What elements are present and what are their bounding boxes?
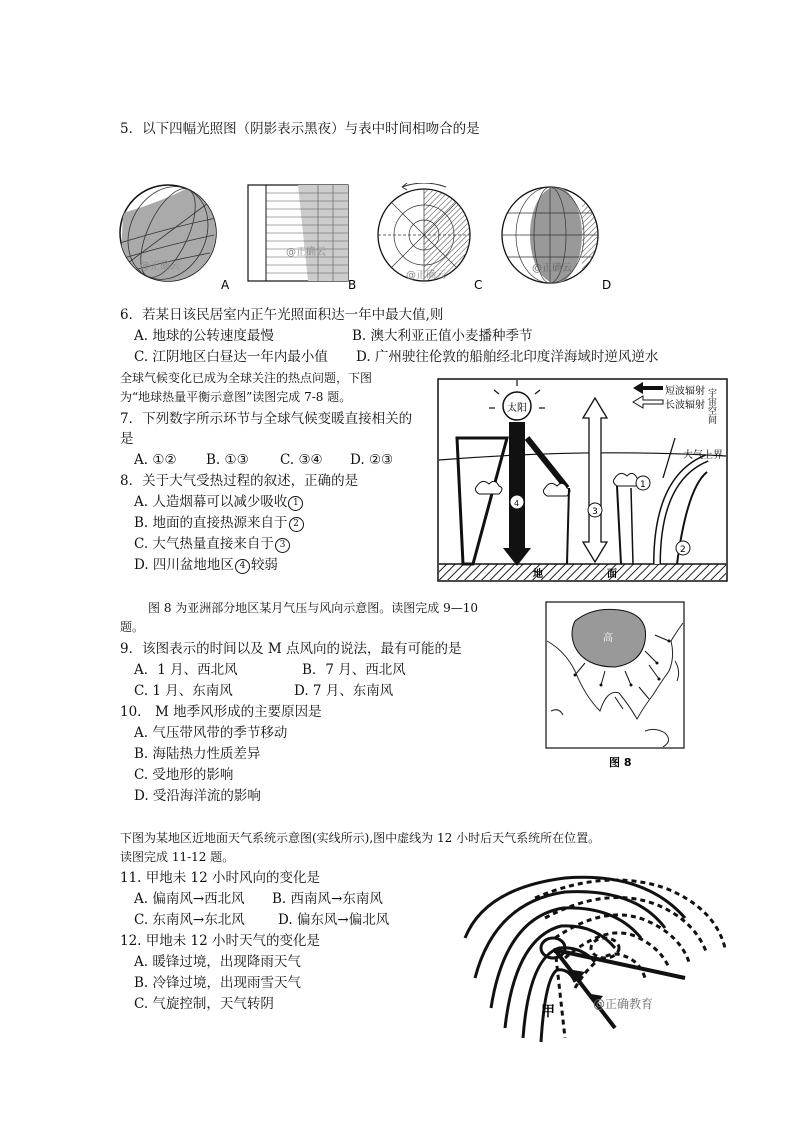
q5-label-d: D bbox=[602, 278, 612, 292]
sun-label: 太阳 bbox=[507, 403, 527, 414]
q6-option-a: A. 地球的公转速度最慢 bbox=[134, 328, 274, 344]
intro-11-12-line2: 读图完成 11-12 题。 bbox=[120, 850, 235, 864]
watermark: @正确教育 bbox=[593, 997, 654, 1011]
q7-option-b: B. ①③ bbox=[206, 452, 249, 468]
q10-option-b: B. 海陆热力性质差异 bbox=[134, 746, 261, 762]
q11-option-b: B. 西南风→东南风 bbox=[272, 891, 383, 907]
q12-option-a: A. 暖锋过境，出现降雨天气 bbox=[134, 954, 301, 970]
q5-label-b: B bbox=[348, 278, 357, 292]
legend-shortwave: 短波辐射 bbox=[665, 386, 705, 397]
q5-figure-b bbox=[246, 183, 358, 293]
q7-option-c: C. ③④ bbox=[280, 452, 323, 468]
weather-system-figure bbox=[445, 858, 735, 1048]
q12-option-b: B. 冷锋过境，出现雨雪天气 bbox=[134, 975, 302, 991]
circled-number: 3 bbox=[275, 538, 290, 553]
q10-option-c: C. 受地形的影响 bbox=[134, 767, 234, 783]
intro-7-8-line2: 为“地球热量平衡示意图”读图完成 7-8 题。 bbox=[120, 390, 352, 404]
q12-option-c: C. 气旋控制，天气转阴 bbox=[134, 996, 274, 1012]
q9-option-b: B．7 月、西北风 bbox=[302, 662, 406, 678]
high-pressure-label: 高 bbox=[603, 633, 613, 644]
q10-option-d: D. 受沿海洋流的影响 bbox=[134, 788, 261, 804]
q8-option-d: D. 四川盆地地区 4 较弱 bbox=[134, 557, 278, 573]
q9-option-a: A．1 月、西北风 bbox=[134, 662, 238, 678]
q11-option-c: C. 东南风→东北风 bbox=[134, 912, 245, 928]
q7-option-a-value: ①② bbox=[152, 452, 177, 468]
label-3: 3 bbox=[592, 507, 598, 517]
space-label: 宇宙空间 bbox=[706, 388, 716, 424]
q9-option-c: C. 1 月、东南风 bbox=[134, 683, 233, 699]
q11-option-a: A. 偏南风→西北风 bbox=[134, 891, 245, 907]
label-1: 1 bbox=[640, 480, 646, 490]
q7-stem-line2: 是 bbox=[120, 431, 134, 447]
q6-option-b: B. 澳大利亚正值小麦播种季节 bbox=[352, 328, 533, 344]
q9-option-d: D. 7 月、东南风 bbox=[294, 683, 394, 699]
q12-stem: 12. 甲地未 12 小时天气的变化是 bbox=[120, 933, 321, 949]
ground-label-1: 地 bbox=[533, 569, 543, 580]
q11-option-d: D. 偏东风→偏北风 bbox=[278, 912, 390, 928]
circled-number: 1 bbox=[288, 496, 303, 511]
q6-option-c: C. 江阴地区白昼达一年内最小值 bbox=[134, 349, 328, 365]
legend-longwave: 长波辐射 bbox=[665, 400, 705, 411]
q10-option-a: A. 气压带风带的季节移动 bbox=[134, 725, 288, 741]
watermark: @正确云 bbox=[286, 247, 326, 258]
q5-figure-c bbox=[372, 183, 488, 293]
q9-stem: 9．该图表示的时间以及 M 点风向的说法，最有可能的是 bbox=[120, 641, 462, 657]
ground-label-2: 面 bbox=[607, 569, 617, 580]
q6-stem: 6．若某日该民居室内正午光照面积达一年中最大值,则 bbox=[120, 307, 444, 323]
q5-figure-a bbox=[118, 183, 238, 293]
q7-option-a: A. ①② bbox=[134, 452, 177, 468]
q8-option-b: B. 地面的直接热源来自于 2 bbox=[134, 514, 305, 532]
q8-option-c: C. 大气热量直接来自于 3 bbox=[134, 535, 291, 553]
label-2: 2 bbox=[680, 545, 686, 555]
q7-option-d-value: ②③ bbox=[368, 452, 394, 468]
watermark: @正确云 bbox=[140, 261, 180, 272]
intro-9-10-line1: 图 8 为亚洲部分地区某月气压与风向示意图。读图完成 9—10 bbox=[148, 601, 478, 615]
watermark: @正确云 bbox=[532, 263, 572, 274]
circled-number: 4 bbox=[235, 559, 250, 574]
heat-balance-figure bbox=[437, 378, 728, 582]
q7-option-c-value: ③④ bbox=[298, 452, 323, 468]
intro-9-10-line2: 题。 bbox=[120, 620, 145, 634]
atm-top-label: 大气上界 bbox=[683, 450, 723, 461]
q5-label-c: C bbox=[474, 278, 483, 292]
label-4: 4 bbox=[514, 499, 520, 508]
asia-pressure-map bbox=[545, 601, 687, 773]
q10-stem: 10． M 地季风形成的主要原因是 bbox=[120, 704, 322, 720]
q6-option-d: D. 广州驶往伦敦的船舶经北印度洋海域时逆风逆水 bbox=[356, 349, 659, 365]
q8-stem: 8．关于大气受热过程的叙述，正确的是 bbox=[120, 473, 359, 489]
jia-label: 甲 bbox=[541, 1004, 555, 1020]
q5-figure-d bbox=[498, 183, 616, 293]
watermark: @正确云 bbox=[406, 270, 446, 281]
circled-number: 2 bbox=[289, 517, 304, 532]
q7-option-d: D. ②③ bbox=[350, 452, 394, 468]
q8-option-a: A. 人造烟幕可以减少吸收 1 bbox=[134, 493, 304, 511]
q7-stem-line1: 7．下列数字所示环节与全球气候变暖直接相关的 bbox=[120, 411, 413, 427]
q11-stem: 11. 甲地未 12 小时风向的变化是 bbox=[120, 870, 321, 886]
intro-7-8-line1: 全球气候变化已成为全球关注的热点问题，下图 bbox=[120, 371, 373, 385]
intro-11-12-line1: 下图为某地区近地面天气系统示意图(实线所示),图中虚线为 12 小时后天气系统所在位置。 bbox=[120, 831, 601, 845]
q7-option-b-value: ①③ bbox=[224, 452, 249, 468]
figure-8-caption: 图 8 bbox=[609, 756, 632, 769]
q5-stem: 5．以下四幅光照图（阴影表示黑夜）与表中时间相吻合的是 bbox=[120, 121, 480, 137]
q5-label-a: A bbox=[221, 278, 230, 292]
